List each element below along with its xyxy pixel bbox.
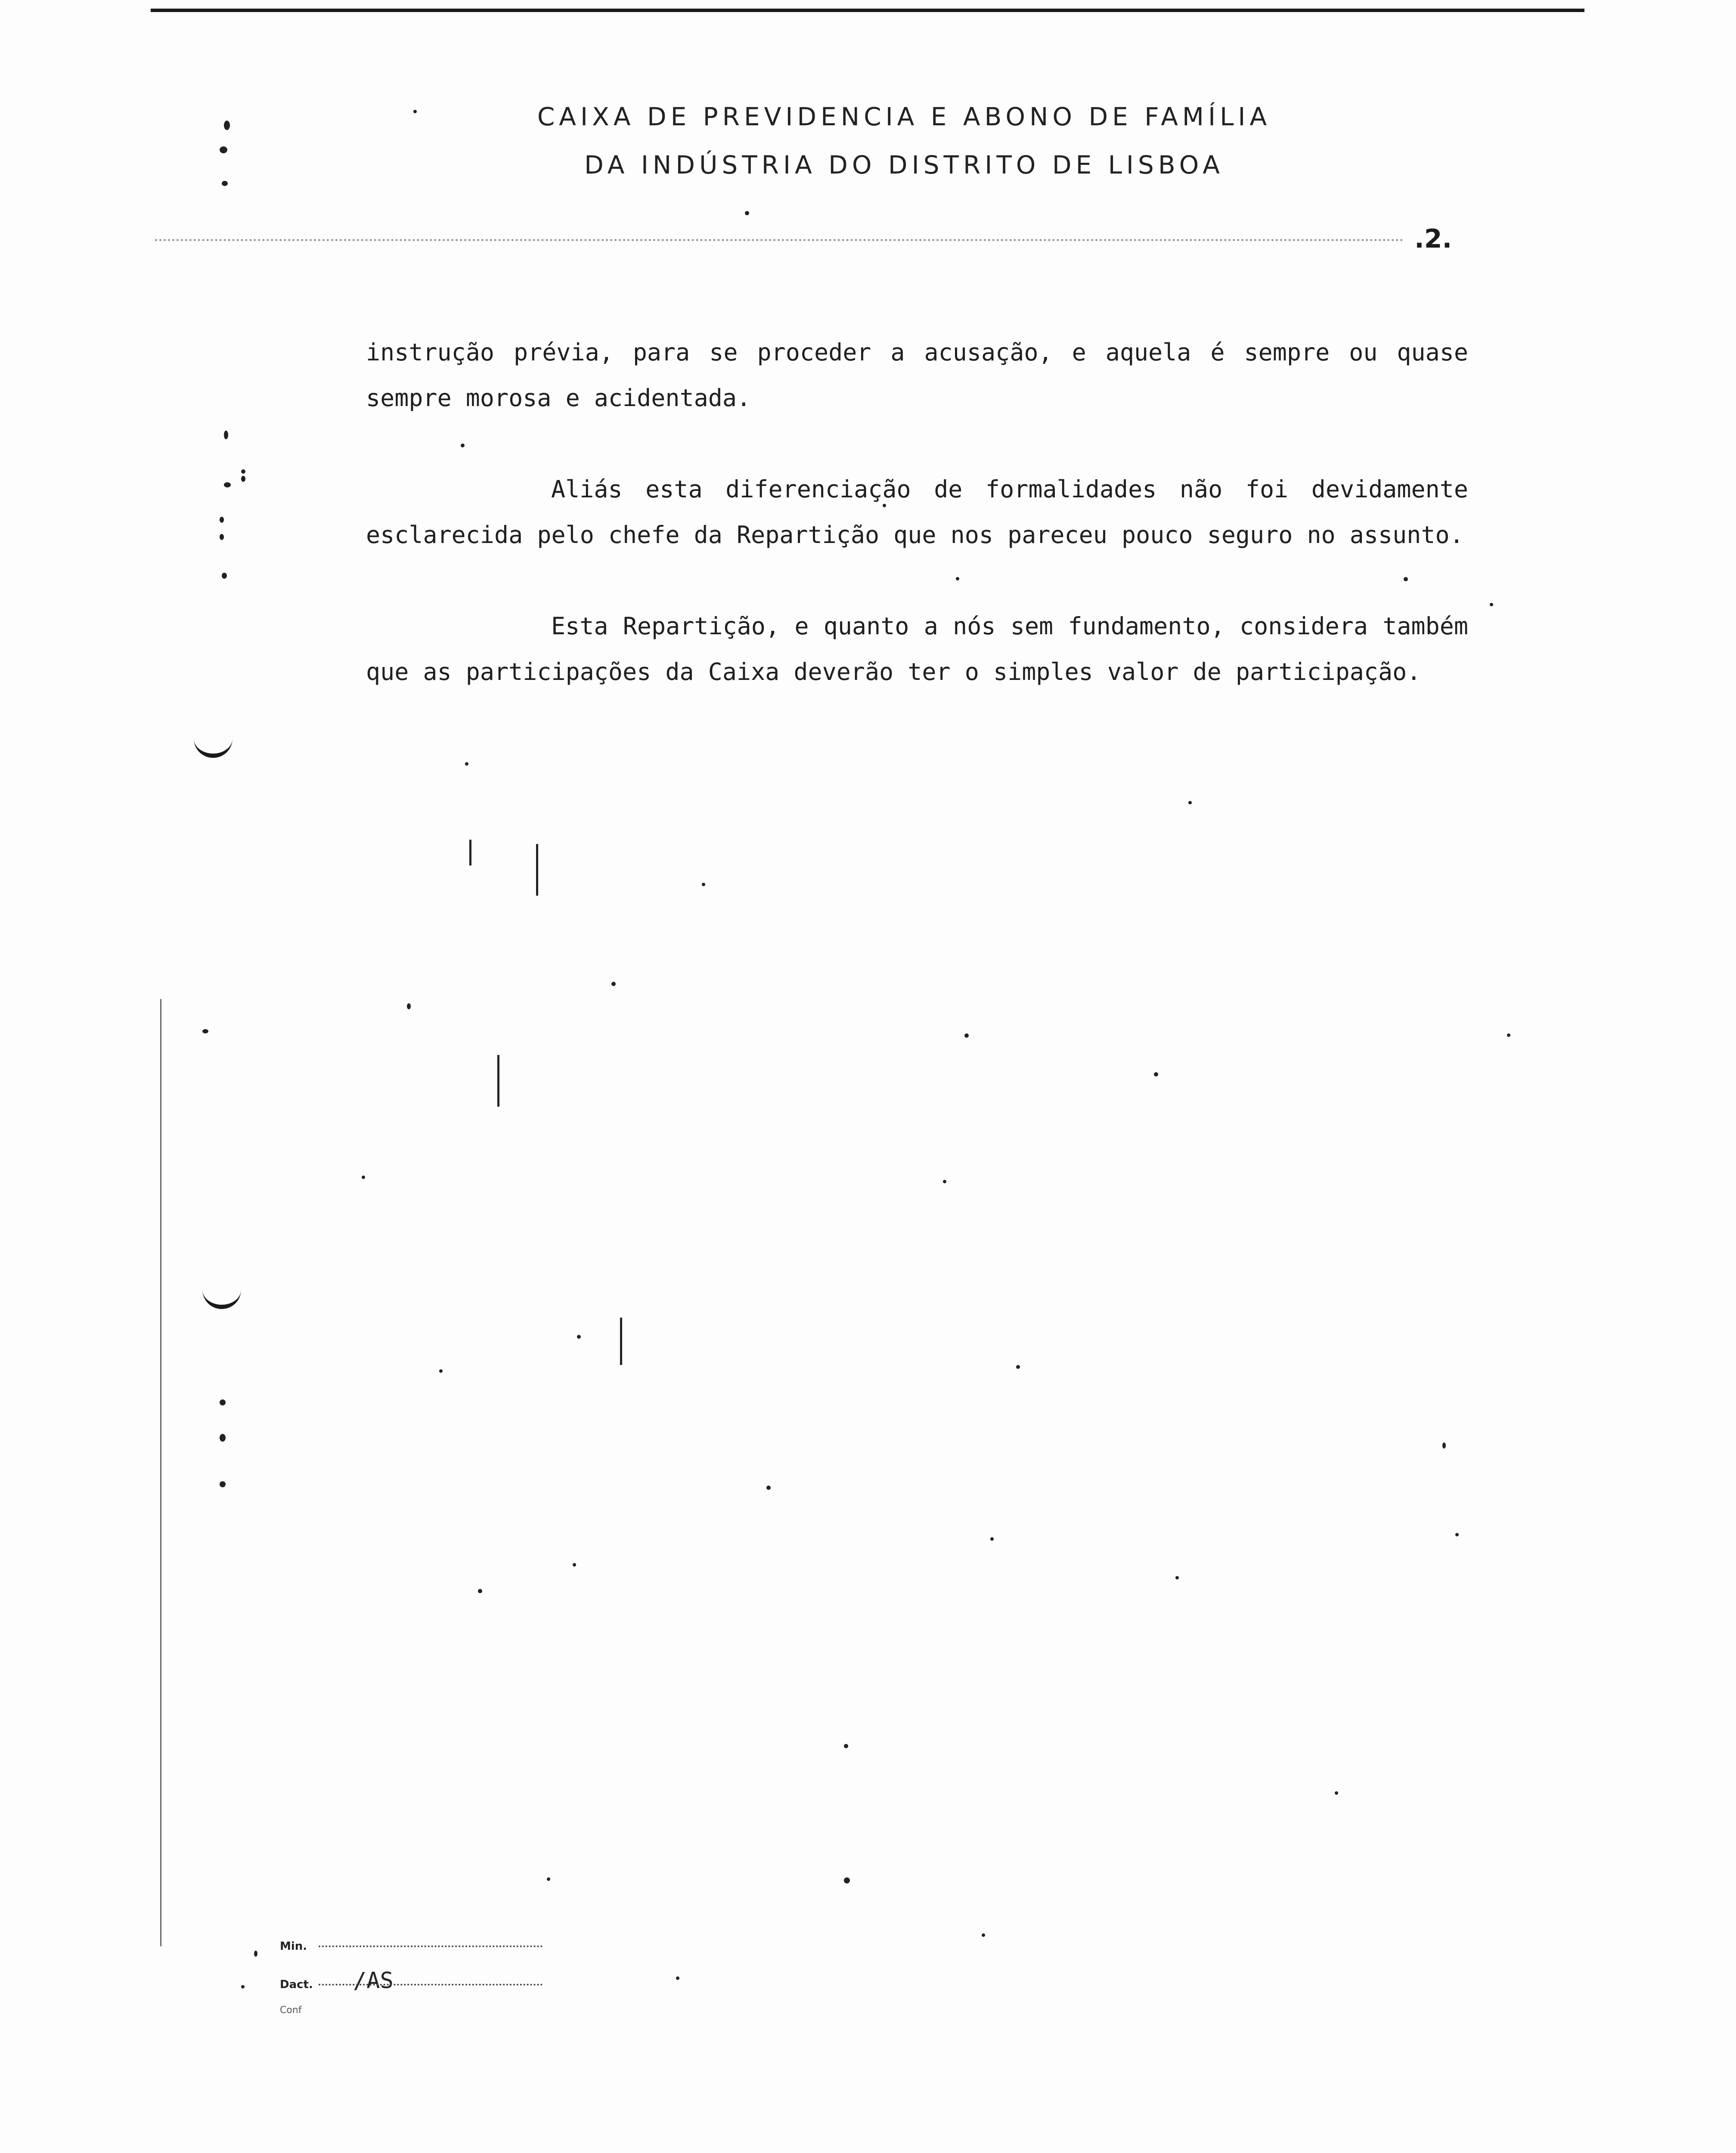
scan-speck [844,1744,848,1748]
binder-hole-mark-1 [194,732,232,758]
scan-speck [1442,1443,1446,1449]
footer-dact-value: /AS [353,1968,394,1994]
scan-speck [1188,801,1192,804]
scan-speck [1335,1791,1338,1795]
scan-speck [883,504,886,507]
scan-speck [577,1335,581,1339]
scan-speck [547,1877,550,1881]
scan-speck [611,982,616,986]
scan-speck [220,1481,226,1487]
scan-speck [439,1369,443,1373]
left-margin-line [160,999,161,1946]
scan-speck [1404,577,1408,581]
binder-hole-mark-2 [202,1283,241,1309]
letterhead-line-1: CAIXA DE PREVIDENCIA E ABONO DE FAMÍLIA [537,102,1271,131]
scan-speck [241,476,245,482]
letterhead-line-2: DA INDÚSTRIA DO DISTRITO DE LISBOA [584,150,1224,180]
scan-speck [676,1976,679,1980]
scan-speck [220,146,227,153]
paragraph-3: Esta Repartição, e quanto a nós sem fundamento, considera também que as participações da Caixa deverão ter o simples valor de participação. [366,612,1468,686]
top-border-rule [151,9,1584,12]
scan-speck [224,482,231,487]
stray-stroke-4 [620,1318,622,1365]
footer-dact-dots [319,1984,542,1985]
scan-speck [407,1003,411,1009]
scan-speck [982,1933,985,1937]
scan-speck [702,883,705,886]
scan-speck [222,181,228,186]
scan-speck [220,534,224,540]
scan-speck [990,1537,994,1541]
scan-speck [222,573,227,579]
scan-speck [1154,1072,1158,1076]
scan-speck [465,762,468,766]
footer-conf-label: Conf [280,2005,302,2016]
scan-speck [1175,1576,1179,1579]
scan-speck [745,211,749,215]
scan-speck [573,1563,576,1567]
scan-speck [241,469,245,474]
scan-speck [362,1176,365,1179]
scan-speck [1455,1533,1459,1536]
typist-footer [280,1929,542,2036]
header-dotted-rule [155,239,1404,241]
paragraph-2: Aliás esta diferenciação de formalidades não foi devidamente esclarecida pelo chefe da Repartição que nos pareceu pouco seguro no assunto. [366,475,1468,549]
scan-speck [202,1029,208,1033]
stray-stroke-2 [469,840,471,866]
scan-speck [956,577,959,580]
scan-speck [224,121,230,130]
scan-speck [943,1180,946,1183]
footer-dact-label: Dact. [280,1978,313,1991]
scan-speck [220,1434,226,1442]
scan-speck [478,1589,482,1593]
paragraph-1: instrução prévia, para se proceder a acusação, e aquela é sempre ou quase sempre morosa e acidentada. [366,338,1468,412]
footer-min-label: Min. [280,1940,307,1953]
footer-row-min [280,1929,542,1964]
stray-stroke-3 [497,1055,499,1107]
scan-speck [1507,1033,1510,1037]
scan-speck [220,517,224,523]
scan-speck [461,444,465,447]
scan-speck [413,110,417,113]
scan-speck [241,1985,245,1989]
stray-stroke-1 [536,844,538,896]
footer-row-conf [280,2002,542,2036]
footer-row-dact [280,1964,542,2002]
scan-speck [220,1399,226,1405]
scan-speck [224,431,228,439]
scan-speck [964,1033,969,1038]
scan-speck [1490,603,1493,606]
scan-speck [844,1877,850,1883]
letterhead [431,93,1378,189]
scan-speck [254,1951,257,1957]
scan-speck [1016,1365,1020,1369]
document-body [366,329,1468,740]
scan-speck [766,1486,771,1490]
footer-min-dots [319,1945,542,1947]
page-number: .2. [1414,224,1452,254]
